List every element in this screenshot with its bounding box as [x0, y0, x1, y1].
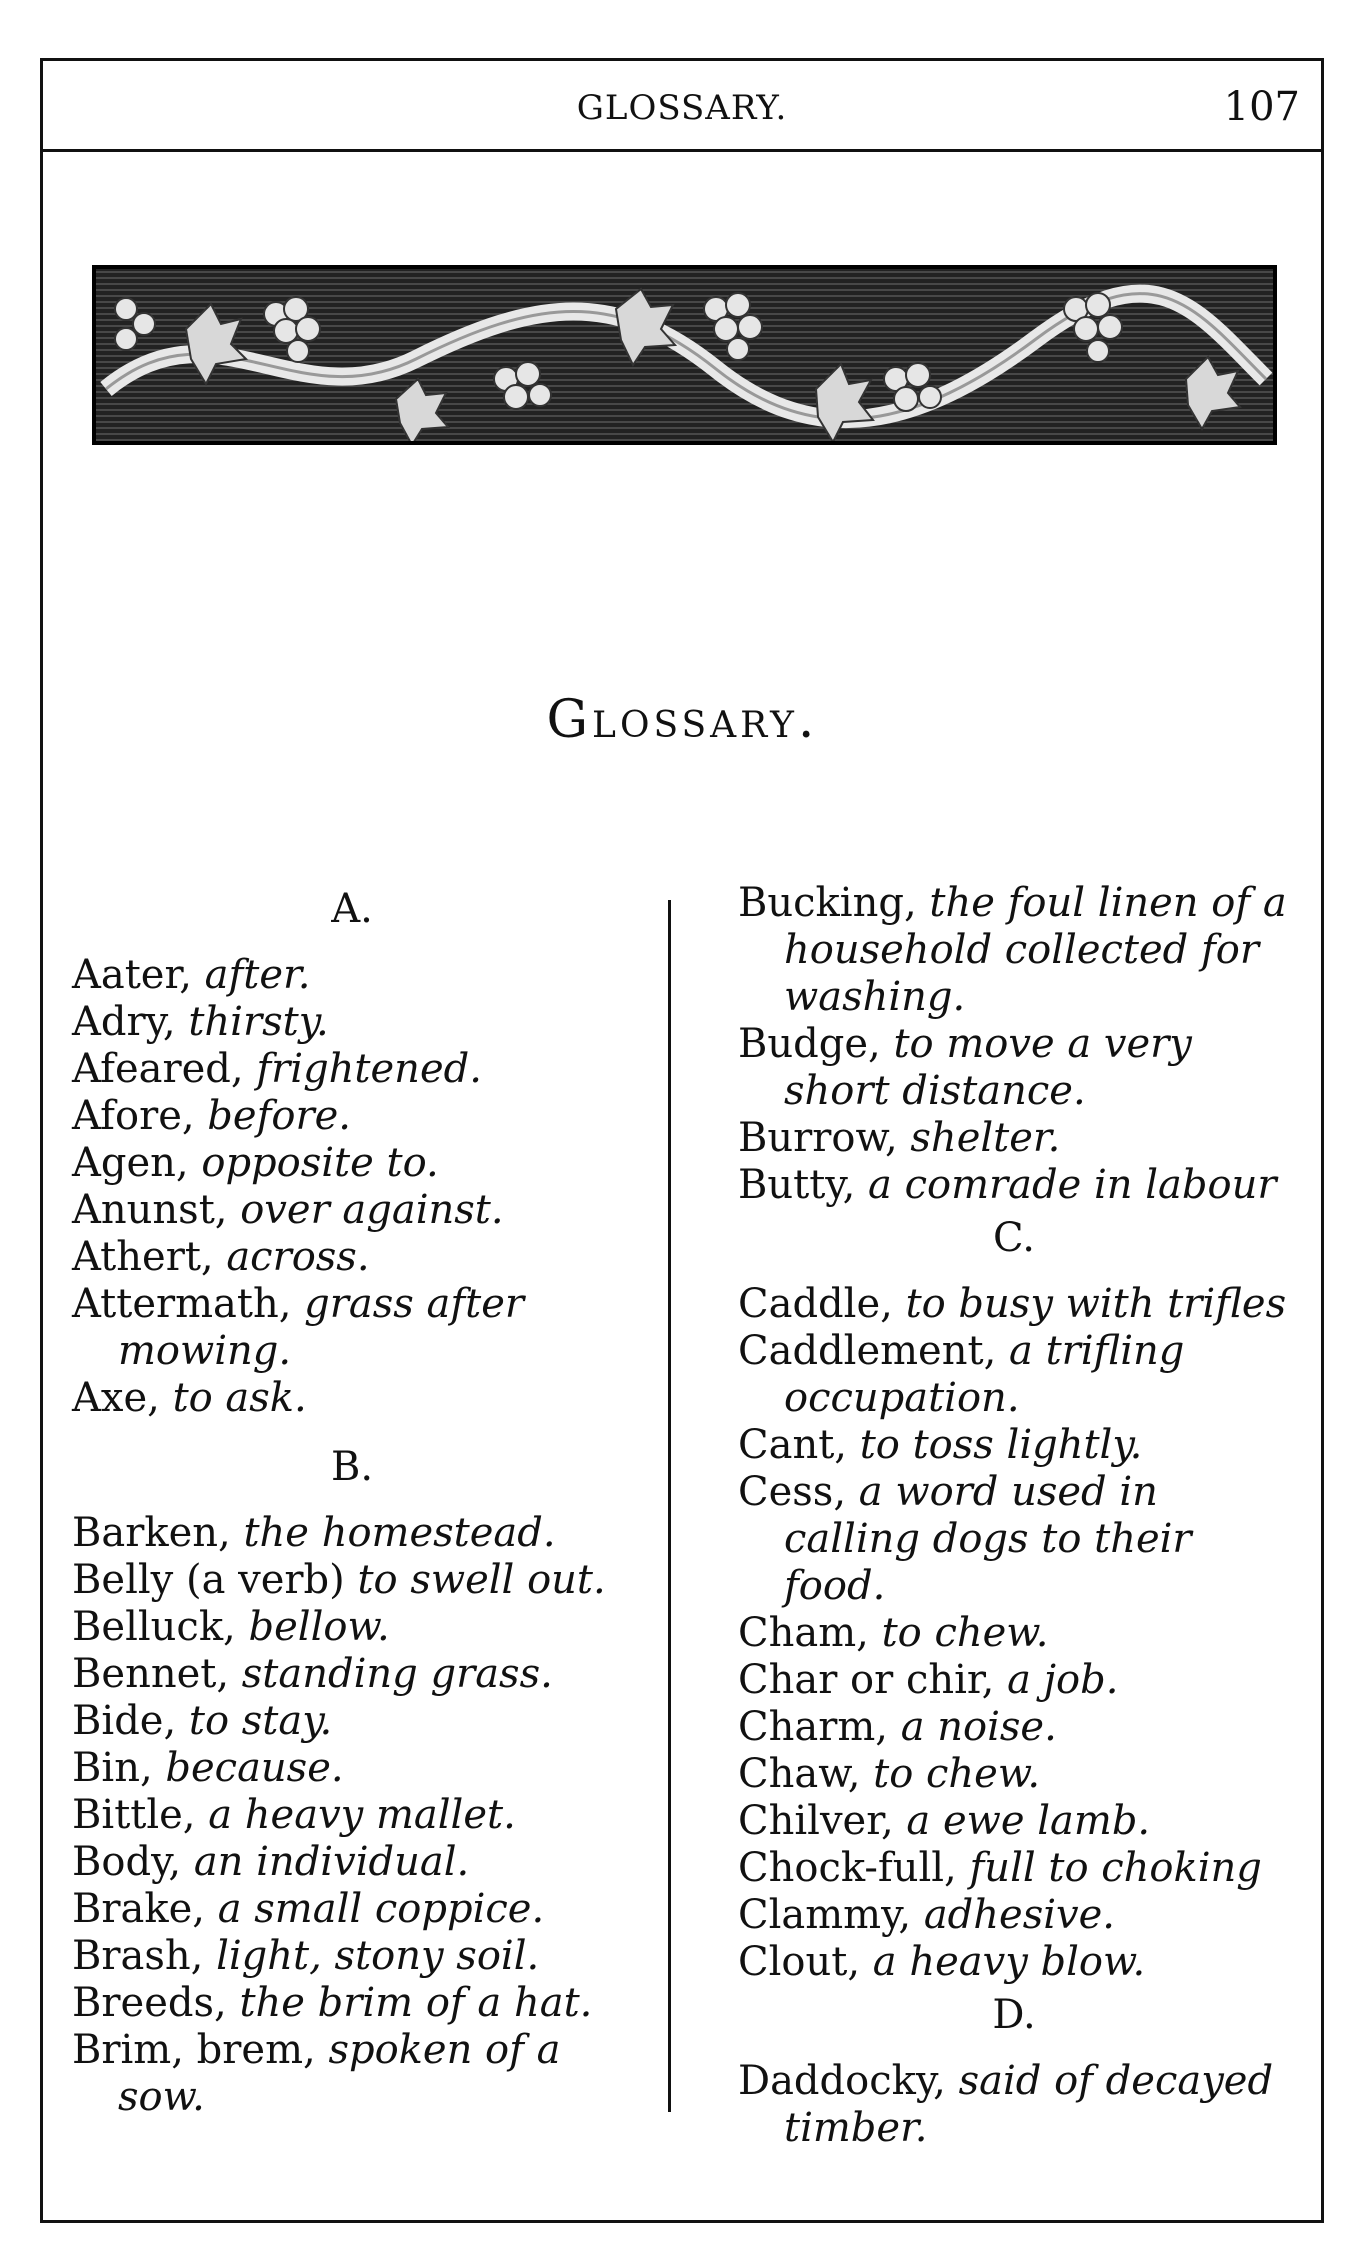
glossary-entry: Char or chir, a job.: [738, 1657, 1119, 1703]
glossary-entry: Bennet, standing grass.: [72, 1651, 553, 1697]
glossary-entry: Belluck, bellow.: [72, 1604, 390, 1650]
glossary-entry: Daddocky, said of decayed timber.: [738, 2058, 1274, 2151]
glossary-column-right: [738, 880, 1290, 2152]
glossary-entry: Brim, brem, spoken of a sow.: [72, 2027, 561, 2120]
running-head: GLOSSARY.: [576, 88, 788, 128]
section-letter-d: D.: [992, 1992, 1036, 2038]
glossary-entry: Chaw, to chew.: [738, 1751, 1041, 1797]
glossary-entry: Aater, after.: [72, 952, 311, 998]
glossary-entry: Chock-full, full to choking: [738, 1845, 1262, 1891]
glossary-entry: Bide, to stay.: [72, 1698, 333, 1744]
glossary-entry: Bucking, the foul linen of a household collected for washing.: [738, 880, 1287, 1020]
column-divider: [668, 900, 671, 2112]
page-number: 107: [1223, 84, 1300, 130]
grapevine-ornament-icon: [92, 265, 1277, 445]
glossary-entry: Belly (a verb) to swell out.: [72, 1557, 606, 1603]
glossary-entry: Brake, a small coppice.: [72, 1886, 545, 1932]
section-letter-b: B.: [330, 1444, 374, 1490]
glossary-entry: Caddle, to busy with trifles: [738, 1281, 1287, 1327]
glossary-entry: Adry, thirsty.: [72, 999, 329, 1045]
glossary-entry: Clammy, adhesive.: [738, 1892, 1116, 1938]
page-header: [40, 70, 1324, 152]
glossary-entry: Cant, to toss lightly.: [738, 1422, 1143, 1468]
glossary-entry: Clout, a heavy blow.: [738, 1939, 1146, 1985]
glossary-column-left: [72, 880, 632, 2121]
glossary-entry: Budge, to move a very short distance.: [738, 1021, 1192, 1114]
glossary-entry: Bin, because.: [72, 1745, 344, 1791]
glossary-entry: Barken, the homestead.: [72, 1510, 556, 1556]
glossary-entry: Cess, a word used in calling dogs to their food.: [738, 1469, 1192, 1609]
glossary-entry: Body, an individual.: [72, 1839, 470, 1885]
glossary-entry: Athert, across.: [72, 1234, 370, 1280]
page-title: Glossary.: [546, 690, 819, 750]
glossary-entry: Charm, a noise.: [738, 1704, 1057, 1750]
glossary-entry: Anunst, over against.: [72, 1187, 504, 1233]
section-letter-a: A.: [331, 886, 373, 932]
glossary-entry: Breeds, the brim of a hat.: [72, 1980, 593, 2026]
glossary-entry: Agen, opposite to.: [72, 1140, 439, 1186]
glossary-entry: Brash, light, stony soil.: [72, 1933, 540, 1979]
glossary-entry: Bittle, a heavy mallet.: [72, 1792, 516, 1838]
glossary-entry: Caddlement, a trifling occupation.: [738, 1328, 1185, 1421]
glossary-entry: Afeared, frightened.: [72, 1046, 482, 1092]
glossary-entry: Burrow, shelter.: [738, 1115, 1061, 1161]
glossary-entry: Cham, to chew.: [738, 1610, 1049, 1656]
section-letter-c: C.: [993, 1215, 1035, 1261]
glossary-entry: Axe, to ask.: [72, 1375, 307, 1421]
glossary-entry: Afore, before.: [72, 1093, 351, 1139]
glossary-entry: Butty, a comrade in labour: [738, 1162, 1277, 1208]
glossary-entry: Chilver, a ewe lamb.: [738, 1798, 1151, 1844]
glossary-entry: Attermath, grass after mowing.: [72, 1281, 525, 1374]
